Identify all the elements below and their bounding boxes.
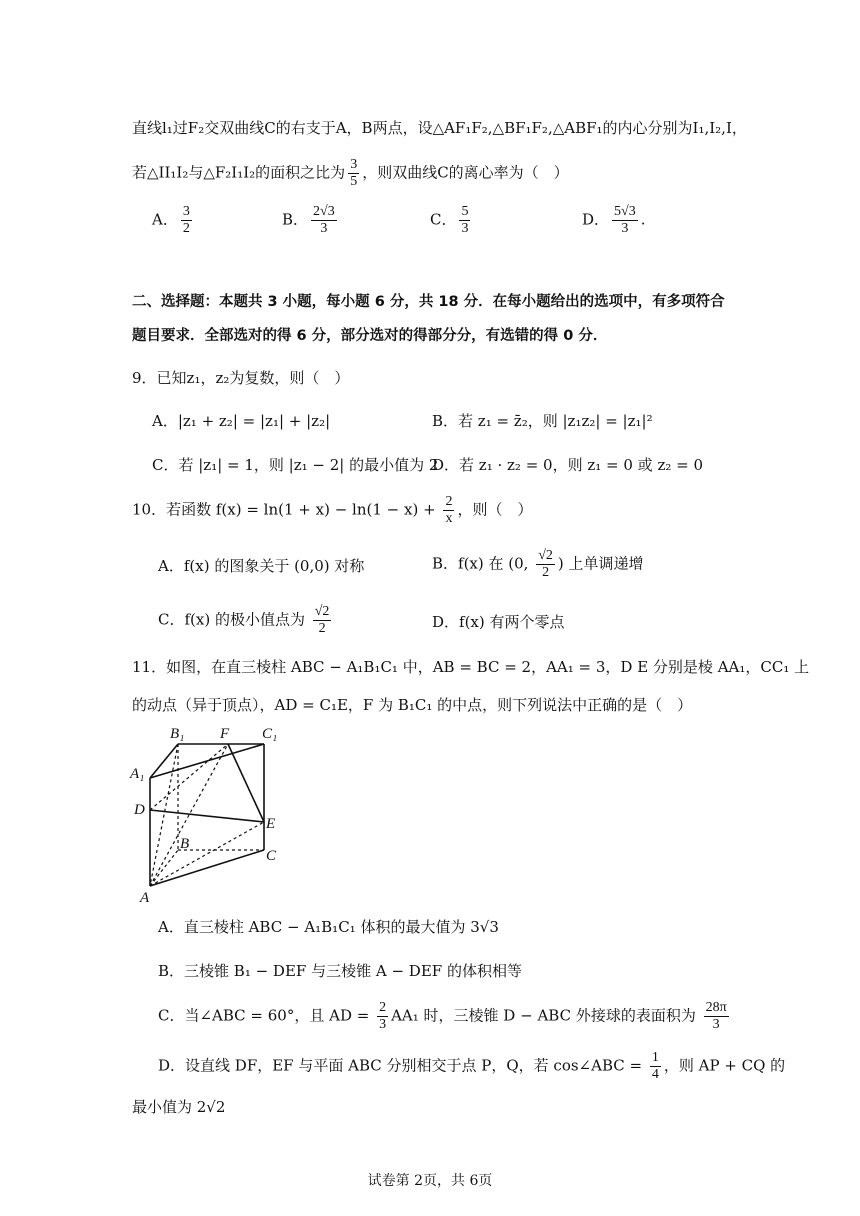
q10-option-c[interactable]: C．f(x) 的极小值点为 $\frac{√2}{2}$: [158, 604, 330, 636]
q9-option-d[interactable]: D．若 z₁ · z₂ = 0，则 z₁ = 0 或 z₂ = 0: [432, 456, 704, 474]
prism-figure: [128, 718, 288, 908]
page-footer: 试卷第 2页，共 6页: [367, 1173, 493, 1189]
q9-option-b[interactable]: B．若 z₁ = z̄₂，则 |z₁z₂| = |z₁|²: [432, 412, 653, 430]
q10-stem: 10．若函数 f(x) = ln(1 + x) − ln(1 − x) + $\frac{2}{x}$ ，则（ ）: [132, 494, 533, 526]
label-b: B: [180, 836, 190, 852]
label-b1: B₁: [170, 726, 185, 742]
q11-option-d-line2: 最小值为 2√2: [132, 1098, 226, 1116]
q8-stem-line1: 直线l₁过F₂交双曲线C的右支于A，B两点，设△AF₁F₂,△BF₁F₂,△ABF₁的内心分别为I₁,I₂,I，: [132, 119, 747, 137]
q10-option-b[interactable]: B．f(x) 在 (0, $\frac{√2}{2}$ ) 上单调递增: [432, 548, 644, 580]
section2-heading-line1: 二、选择题：本题共 3 小题，每小题 6 分，共 18 分．在每小题给出的选项中，有多项符合: [132, 294, 725, 310]
label-a1: A₁: [130, 766, 145, 782]
q10-option-a[interactable]: A．f(x) 的图象关于 (0,0) 对称: [158, 557, 365, 575]
q9-option-a[interactable]: A．|z₁ + z₂| = |z₁| + |z₂|: [152, 412, 331, 430]
label-c: C: [266, 848, 277, 864]
q8-option-b[interactable]: B． $\frac{2√3}{3}$: [282, 204, 335, 236]
q11-option-b[interactable]: B．三棱锥 B₁ − DEF 与三棱锥 A − DEF 的体积相等: [158, 962, 522, 980]
q11-stem-line1: 11．如图，在直三棱柱 ABC − A₁B₁C₁ 中，AB = BC = 2，AA₁ = 3，D E 分别是棱 AA₁，CC₁ 上: [132, 658, 810, 676]
label-d: D: [134, 802, 145, 818]
q9-stem: 9．已知z₁，z₂为复数，则（ ）: [132, 369, 350, 387]
section2-heading-line2: 题目要求．全部选对的得 6 分，部分选对的得部分分，有选错的得 0 分．: [132, 328, 608, 344]
q8-option-c[interactable]: C． $\frac{5}{3}$: [430, 204, 469, 236]
q11-option-d[interactable]: D．设直线 DF，EF 与平面 ABC 分别相交于点 P，Q，若 cos∠ABC = $\frac{1}{4}$ ，则 AP + CQ 的: [158, 1050, 786, 1082]
label-c1: C₁: [262, 726, 278, 742]
q10-stem-fraction: $\frac{2}{x}$: [445, 494, 453, 526]
q11-option-a[interactable]: A．直三棱柱 ABC − A₁B₁C₁ 体积的最大值为 3√3: [158, 918, 499, 936]
label-a: A: [140, 890, 150, 906]
q9-option-c[interactable]: C．若 |z₁| = 1，则 |z₁ − 2| 的最小值为 2: [152, 456, 439, 474]
label-e: E: [266, 816, 276, 832]
q8-option-a[interactable]: A． $\frac{3}{2}$: [152, 204, 190, 236]
q11-option-c[interactable]: C．当∠ABC = 60°，且 AD = $\frac{2}{3}$ AA₁ 时，三棱锥 D − ABC 外接球的表面积为 $\frac{28\pi}{3}$: [158, 1000, 727, 1032]
q10-option-d[interactable]: D．f(x) 有两个零点: [432, 613, 565, 631]
q8-stem-line2: 若△II₁I₂与△F₂I₁I₂的面积之比为 $\frac{3}{5}$ ，则双曲线C的离心率为（ ）: [132, 157, 569, 189]
q8-ratio-fraction: $\frac{3}{5}$: [350, 157, 358, 189]
q11-stem-line2: 的动点（异于顶点），AD = C₁E，F 为 B₁C₁ 的中点，则下列说法中正确的是（ ）: [132, 696, 693, 714]
label-f: F: [220, 726, 230, 742]
q8-option-d[interactable]: D． $\frac{5√3}{3}$ .: [582, 204, 646, 236]
